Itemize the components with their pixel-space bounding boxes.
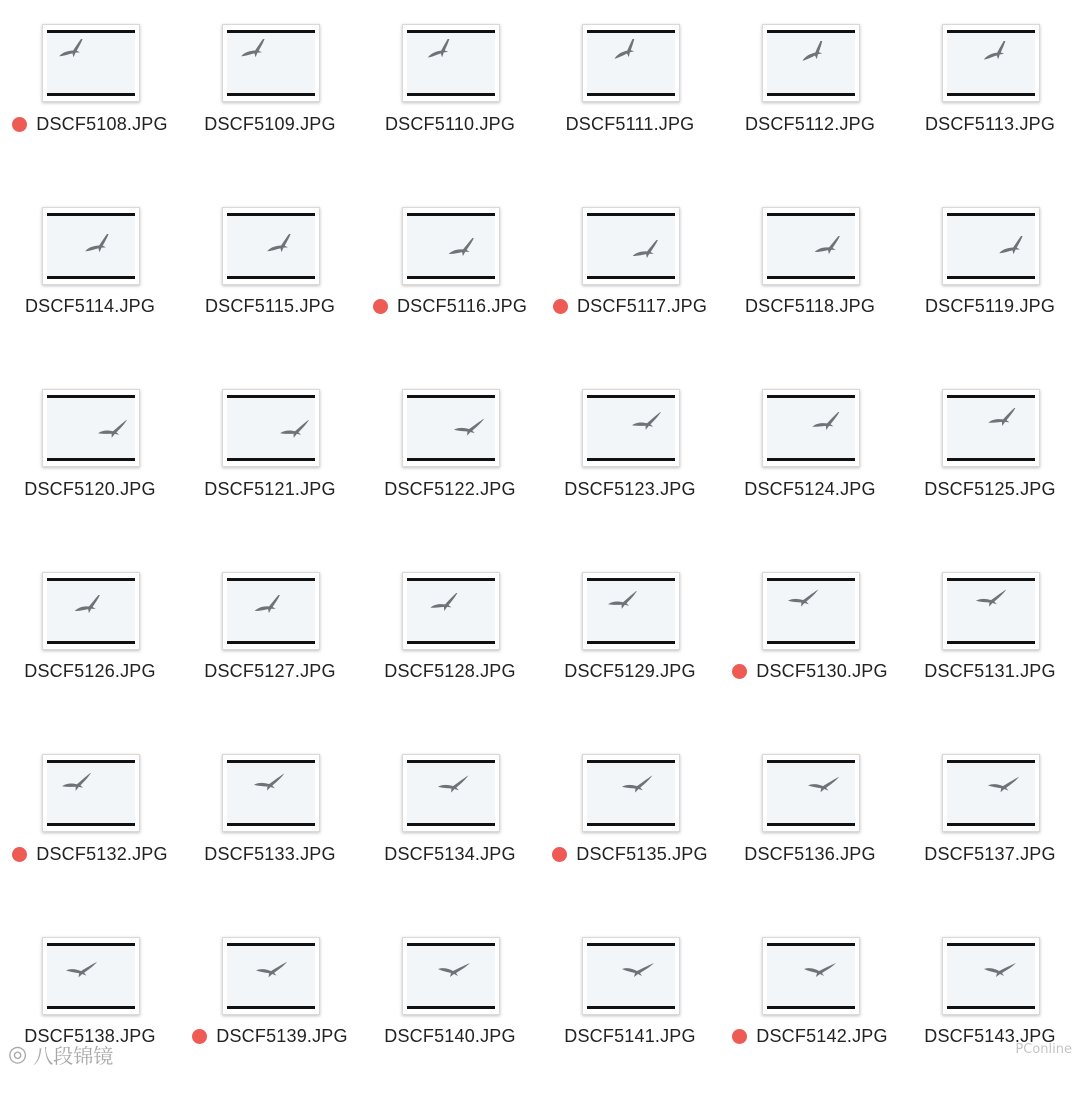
- letterbox-bar-top: [587, 395, 675, 398]
- thumbnail-photo: [767, 33, 855, 93]
- file-name-label[interactable]: [900, 842, 1080, 866]
- file-thumbnail[interactable]: [222, 937, 320, 1015]
- file-name-label[interactable]: [0, 660, 180, 684]
- weibo-icon: ◎: [8, 1041, 28, 1067]
- file-item[interactable]: [0, 554, 180, 736]
- bird-image: [987, 408, 1021, 430]
- thumbnail-photo: [407, 763, 495, 823]
- file-name-label[interactable]: [360, 660, 540, 684]
- letterbox-bar-bottom: [767, 823, 855, 826]
- thumbnail-photo: [767, 946, 855, 1006]
- file-name-text: DSCF5114.JPG: [24, 296, 156, 316]
- file-name-text: DSCF5136.JPG: [744, 843, 876, 864]
- thumbnail-photo: [47, 398, 135, 458]
- letterbox-bar-top: [947, 760, 1035, 763]
- thumbnail-photo: [47, 763, 135, 823]
- file-name-label[interactable]: [180, 1025, 360, 1049]
- letterbox-bar-bottom: [227, 1006, 315, 1009]
- letterbox-bar-top: [47, 943, 135, 946]
- file-item[interactable]: [0, 371, 180, 553]
- letterbox-bar-top: [407, 760, 495, 763]
- file-name-label[interactable]: [0, 112, 180, 136]
- file-name-text: DSCF5112.JPG: [744, 113, 876, 134]
- bird-image: [987, 775, 1021, 797]
- thumbnail-photo: [47, 946, 135, 1006]
- file-thumbnail[interactable]: [222, 572, 320, 650]
- red-tag-icon: [732, 664, 747, 679]
- letterbox-bar-top: [767, 943, 855, 946]
- letterbox-bar-bottom: [767, 276, 855, 279]
- file-thumbnail[interactable]: [42, 572, 140, 650]
- file-item[interactable]: [540, 554, 720, 736]
- thumbnail-photo: [407, 581, 495, 641]
- letterbox-bar-top: [947, 578, 1035, 581]
- bird-image: [279, 420, 313, 442]
- thumbnail-photo: [407, 33, 495, 93]
- letterbox-bar-top: [947, 213, 1035, 216]
- letterbox-bar-bottom: [767, 93, 855, 96]
- file-name-label[interactable]: [900, 660, 1080, 684]
- thumbnail-photo: [947, 398, 1035, 458]
- file-thumbnail[interactable]: [402, 207, 500, 285]
- file-name-text: DSCF5119.JPG: [924, 296, 1056, 316]
- letterbox-bar-top: [407, 30, 495, 33]
- thumbnail-photo: [767, 398, 855, 458]
- file-name-label[interactable]: [180, 477, 360, 501]
- file-name-label[interactable]: [180, 660, 360, 684]
- thumbnail-photo: [227, 216, 315, 276]
- file-item[interactable]: [180, 919, 360, 1101]
- letterbox-bar-top: [47, 395, 135, 398]
- file-item[interactable]: [900, 6, 1080, 188]
- letterbox-bar-bottom: [587, 1006, 675, 1009]
- file-name-label[interactable]: [180, 295, 360, 319]
- letterbox-bar-bottom: [407, 641, 495, 644]
- letterbox-bar-top: [227, 578, 315, 581]
- letterbox-bar-top: [407, 943, 495, 946]
- watermark-right: PConline: [1015, 1042, 1072, 1057]
- thumbnail-photo: [947, 946, 1035, 1006]
- letterbox-bar-bottom: [587, 93, 675, 96]
- thumbnail-photo: [47, 33, 135, 93]
- file-item[interactable]: [900, 736, 1080, 918]
- bird-image: [97, 420, 131, 442]
- thumbnail-photo: [407, 216, 495, 276]
- file-thumbnail[interactable]: [42, 389, 140, 467]
- file-thumbnail[interactable]: [762, 754, 860, 832]
- thumbnail-photo: [407, 946, 495, 1006]
- file-thumbnail[interactable]: [582, 207, 680, 285]
- thumbnail-photo: [767, 216, 855, 276]
- red-tag-icon: [553, 299, 568, 314]
- file-item[interactable]: [180, 554, 360, 736]
- file-name-text: DSCF5139.JPG: [216, 1026, 348, 1046]
- letterbox-bar-top: [947, 395, 1035, 398]
- letterbox-bar-bottom: [227, 823, 315, 826]
- bird-image: [425, 39, 459, 61]
- bird-image: [429, 593, 463, 615]
- file-item[interactable]: [720, 919, 900, 1101]
- thumbnail-photo: [587, 946, 675, 1006]
- file-name-label[interactable]: [900, 295, 1080, 319]
- letterbox-bar-bottom: [227, 276, 315, 279]
- red-tag-icon: [12, 847, 27, 862]
- file-thumbnail[interactable]: [942, 937, 1040, 1015]
- letterbox-bar-bottom: [947, 641, 1035, 644]
- red-tag-icon: [192, 1029, 207, 1044]
- file-name-label[interactable]: [720, 842, 900, 866]
- file-name-label[interactable]: [720, 477, 900, 501]
- file-name-label[interactable]: [360, 1025, 540, 1049]
- file-name-text: DSCF5131.JPG: [924, 661, 1056, 681]
- letterbox-bar-bottom: [407, 93, 495, 96]
- file-name-text: DSCF5132.JPG: [36, 843, 168, 864]
- bird-image: [253, 773, 287, 795]
- letterbox-bar-top: [947, 30, 1035, 33]
- file-item[interactable]: [0, 919, 180, 1101]
- file-item[interactable]: [360, 6, 540, 188]
- file-name-text: DSCF5140.JPG: [384, 1026, 516, 1046]
- letterbox-bar-bottom: [227, 93, 315, 96]
- letterbox-bar-bottom: [947, 276, 1035, 279]
- file-name-label[interactable]: [720, 112, 900, 136]
- thumbnail-photo: [227, 398, 315, 458]
- letterbox-bar-top: [767, 213, 855, 216]
- file-thumbnail[interactable]: [222, 207, 320, 285]
- bird-image: [997, 236, 1031, 258]
- thumbnail-photo: [947, 33, 1035, 93]
- letterbox-bar-bottom: [47, 641, 135, 644]
- file-item[interactable]: [720, 554, 900, 736]
- bird-image: [813, 236, 847, 258]
- file-thumbnail[interactable]: [942, 389, 1040, 467]
- thumbnail-photo: [947, 581, 1035, 641]
- letterbox-bar-top: [407, 395, 495, 398]
- thumbnail-photo: [227, 763, 315, 823]
- watermark-left: [8, 1040, 113, 1068]
- file-thumbnail[interactable]: [582, 389, 680, 467]
- bird-image: [611, 39, 645, 61]
- file-thumbnail[interactable]: [582, 572, 680, 650]
- file-name-label[interactable]: [540, 842, 720, 866]
- file-thumbnail[interactable]: [762, 937, 860, 1015]
- file-name-label[interactable]: [360, 112, 540, 136]
- file-item[interactable]: [540, 6, 720, 188]
- file-item[interactable]: [180, 189, 360, 371]
- bird-image: [437, 960, 471, 982]
- thumbnail-photo: [767, 763, 855, 823]
- file-item[interactable]: [540, 919, 720, 1101]
- letterbox-bar-bottom: [947, 823, 1035, 826]
- file-thumbnail[interactable]: [762, 572, 860, 650]
- red-tag-icon: [732, 1029, 747, 1044]
- letterbox-bar-bottom: [407, 1006, 495, 1009]
- file-name-label[interactable]: [0, 842, 180, 866]
- file-thumbnail[interactable]: [402, 754, 500, 832]
- file-item[interactable]: [360, 919, 540, 1101]
- file-name-text: DSCF5108.JPG: [36, 113, 168, 134]
- file-name-label[interactable]: [180, 112, 360, 136]
- file-thumbnail[interactable]: [762, 207, 860, 285]
- letterbox-bar-top: [227, 395, 315, 398]
- thumbnail-photo: [587, 763, 675, 823]
- bird-image: [631, 412, 665, 434]
- file-thumbnail[interactable]: [42, 754, 140, 832]
- thumbnail-photo: [227, 581, 315, 641]
- file-name-text: DSCF5143.JPG: [924, 1026, 1056, 1046]
- file-item[interactable]: [360, 371, 540, 553]
- file-item[interactable]: [720, 6, 900, 188]
- bird-image: [265, 234, 299, 256]
- letterbox-bar-bottom: [767, 458, 855, 461]
- file-name-text: DSCF5134.JPG: [384, 843, 516, 864]
- thumbnail-photo: [767, 581, 855, 641]
- file-item[interactable]: [900, 371, 1080, 553]
- file-name-text: DSCF5135.JPG: [576, 843, 708, 864]
- file-item[interactable]: [900, 919, 1080, 1101]
- file-name-text: DSCF5116.JPG: [396, 296, 528, 316]
- red-tag-icon: [552, 847, 567, 862]
- thumbnail-photo: [227, 946, 315, 1006]
- file-item[interactable]: [360, 189, 540, 371]
- letterbox-bar-bottom: [47, 276, 135, 279]
- file-name-label[interactable]: [540, 477, 720, 501]
- letterbox-bar-top: [47, 213, 135, 216]
- letterbox-bar-top: [587, 760, 675, 763]
- letterbox-bar-bottom: [767, 1006, 855, 1009]
- bird-image: [631, 240, 665, 262]
- file-item[interactable]: [0, 6, 180, 188]
- letterbox-bar-top: [767, 760, 855, 763]
- letterbox-bar-top: [587, 943, 675, 946]
- bird-image: [253, 595, 287, 617]
- file-thumbnail[interactable]: [762, 389, 860, 467]
- file-item[interactable]: [540, 736, 720, 918]
- file-item[interactable]: [360, 554, 540, 736]
- file-item[interactable]: [720, 371, 900, 553]
- letterbox-bar-top: [407, 578, 495, 581]
- letterbox-bar-top: [587, 213, 675, 216]
- bird-image: [621, 775, 655, 797]
- file-item[interactable]: [900, 554, 1080, 736]
- letterbox-bar-bottom: [947, 458, 1035, 461]
- letterbox-bar-top: [767, 578, 855, 581]
- file-thumbnail[interactable]: [942, 207, 1040, 285]
- letterbox-bar-bottom: [407, 458, 495, 461]
- letterbox-bar-top: [407, 213, 495, 216]
- bird-image: [607, 591, 641, 613]
- bird-image: [65, 960, 99, 982]
- file-name-text: DSCF5141.JPG: [564, 1026, 696, 1046]
- file-name-label[interactable]: [180, 842, 360, 866]
- file-name-label[interactable]: [360, 295, 540, 319]
- thumbnail-photo: [227, 33, 315, 93]
- thumbnail-photo: [587, 398, 675, 458]
- bird-image: [975, 589, 1009, 611]
- file-name-text: DSCF5117.JPG: [576, 296, 708, 316]
- letterbox-bar-bottom: [767, 641, 855, 644]
- file-item[interactable]: [180, 6, 360, 188]
- file-thumbnail[interactable]: [582, 24, 680, 102]
- file-thumbnail[interactable]: [942, 754, 1040, 832]
- bird-image: [255, 960, 289, 982]
- file-item[interactable]: [180, 736, 360, 918]
- letterbox-bar-bottom: [47, 823, 135, 826]
- thumbnail-photo: [587, 581, 675, 641]
- bird-image: [61, 773, 95, 795]
- file-name-label[interactable]: [900, 477, 1080, 501]
- letterbox-bar-top: [947, 943, 1035, 946]
- file-name-label[interactable]: [720, 1025, 900, 1049]
- file-thumbnail[interactable]: [222, 24, 320, 102]
- letterbox-bar-top: [227, 760, 315, 763]
- file-thumbnail[interactable]: [402, 937, 500, 1015]
- letterbox-bar-bottom: [587, 458, 675, 461]
- letterbox-bar-top: [587, 30, 675, 33]
- bird-image: [239, 39, 273, 61]
- thumbnail-photo: [47, 581, 135, 641]
- file-thumbnail[interactable]: [942, 24, 1040, 102]
- file-item[interactable]: [0, 736, 180, 918]
- bird-image: [803, 960, 837, 982]
- letterbox-bar-bottom: [947, 93, 1035, 96]
- letterbox-bar-top: [587, 578, 675, 581]
- thumbnail-photo: [947, 763, 1035, 823]
- file-thumbnail[interactable]: [222, 389, 320, 467]
- file-name-label[interactable]: [360, 477, 540, 501]
- file-name-text: DSCF5123.JPG: [564, 478, 696, 499]
- file-name-text: DSCF5122.JPG: [384, 478, 516, 499]
- file-item[interactable]: [720, 736, 900, 918]
- bird-image: [447, 238, 481, 260]
- file-name-text: DSCF5126.JPG: [24, 661, 156, 681]
- thumbnail-photo: [587, 33, 675, 93]
- file-thumbnail[interactable]: [402, 24, 500, 102]
- bird-image: [437, 775, 471, 797]
- letterbox-bar-bottom: [587, 641, 675, 644]
- bird-image: [621, 960, 655, 982]
- file-thumbnail[interactable]: [42, 207, 140, 285]
- file-name-label[interactable]: [0, 477, 180, 501]
- file-name-text: DSCF5110.JPG: [384, 113, 516, 134]
- file-thumbnail[interactable]: [402, 572, 500, 650]
- file-name-text: DSCF5115.JPG: [204, 296, 336, 316]
- letterbox-bar-top: [767, 395, 855, 398]
- file-name-text: DSCF5137.JPG: [924, 843, 1056, 864]
- file-name-text: DSCF5127.JPG: [204, 661, 336, 681]
- file-item[interactable]: [540, 371, 720, 553]
- file-name-text: DSCF5142.JPG: [756, 1026, 888, 1046]
- file-thumbnail[interactable]: [402, 389, 500, 467]
- bird-image: [983, 960, 1017, 982]
- letterbox-bar-bottom: [947, 1006, 1035, 1009]
- file-name-label[interactable]: [0, 295, 180, 319]
- file-item[interactable]: [720, 189, 900, 371]
- file-name-label[interactable]: [720, 295, 900, 319]
- file-name-label[interactable]: [720, 660, 900, 684]
- file-name-text: DSCF5138.JPG: [24, 1026, 156, 1046]
- letterbox-bar-bottom: [47, 93, 135, 96]
- letterbox-bar-bottom: [227, 458, 315, 461]
- letterbox-bar-bottom: [227, 641, 315, 644]
- letterbox-bar-bottom: [587, 823, 675, 826]
- file-item[interactable]: [540, 189, 720, 371]
- watermark-left-text: 八段锦镜: [33, 1043, 114, 1068]
- bird-image: [811, 412, 845, 434]
- file-name-text: DSCF5109.JPG: [204, 113, 336, 134]
- file-name-text: DSCF5125.JPG: [924, 478, 1056, 499]
- file-name-text: DSCF5111.JPG: [565, 113, 695, 134]
- red-tag-icon: [373, 299, 388, 314]
- letterbox-bar-bottom: [47, 1006, 135, 1009]
- file-name-label[interactable]: [900, 112, 1080, 136]
- file-name-label[interactable]: [360, 842, 540, 866]
- file-name-text: DSCF5120.JPG: [24, 478, 156, 499]
- file-name-text: DSCF5129.JPG: [564, 661, 696, 681]
- file-thumbnail[interactable]: [42, 24, 140, 102]
- file-name-text: DSCF5130.JPG: [756, 661, 888, 681]
- bird-image: [83, 234, 117, 256]
- file-name-text: DSCF5118.JPG: [744, 296, 876, 316]
- file-item[interactable]: [180, 371, 360, 553]
- letterbox-bar-top: [227, 943, 315, 946]
- letterbox-bar-top: [767, 30, 855, 33]
- file-name-label[interactable]: [540, 295, 720, 319]
- thumbnail-photo: [587, 216, 675, 276]
- file-item[interactable]: [360, 736, 540, 918]
- file-name-text: DSCF5121.JPG: [204, 478, 336, 499]
- letterbox-bar-top: [47, 30, 135, 33]
- letterbox-bar-bottom: [407, 276, 495, 279]
- bird-image: [787, 589, 821, 611]
- thumbnail-photo: [947, 216, 1035, 276]
- file-thumbnail[interactable]: [942, 572, 1040, 650]
- file-item[interactable]: [0, 189, 180, 371]
- file-item[interactable]: [900, 189, 1080, 371]
- letterbox-bar-bottom: [47, 458, 135, 461]
- bird-image: [453, 418, 487, 440]
- file-thumbnail[interactable]: [42, 937, 140, 1015]
- file-name-text: DSCF5124.JPG: [744, 478, 876, 499]
- file-name-text: DSCF5133.JPG: [204, 843, 336, 864]
- bird-image: [73, 595, 107, 617]
- file-thumbnail[interactable]: [762, 24, 860, 102]
- file-thumbnail[interactable]: [222, 754, 320, 832]
- bird-image: [981, 41, 1015, 63]
- file-name-label[interactable]: [540, 1025, 720, 1049]
- letterbox-bar-top: [227, 213, 315, 216]
- file-thumbnail[interactable]: [582, 937, 680, 1015]
- bird-image: [799, 41, 833, 63]
- letterbox-bar-bottom: [407, 823, 495, 826]
- letterbox-bar-top: [227, 30, 315, 33]
- red-tag-icon: [12, 117, 27, 132]
- bird-image: [807, 775, 841, 797]
- bird-image: [57, 39, 91, 61]
- file-thumbnail[interactable]: [582, 754, 680, 832]
- file-name-label[interactable]: [540, 112, 720, 136]
- thumbnail-photo: [47, 216, 135, 276]
- file-name-label[interactable]: [540, 660, 720, 684]
- letterbox-bar-bottom: [587, 276, 675, 279]
- letterbox-bar-top: [47, 578, 135, 581]
- letterbox-bar-top: [47, 760, 135, 763]
- file-name-text: DSCF5128.JPG: [384, 661, 516, 681]
- file-name-text: DSCF5113.JPG: [924, 113, 1056, 134]
- thumbnail-photo: [407, 398, 495, 458]
